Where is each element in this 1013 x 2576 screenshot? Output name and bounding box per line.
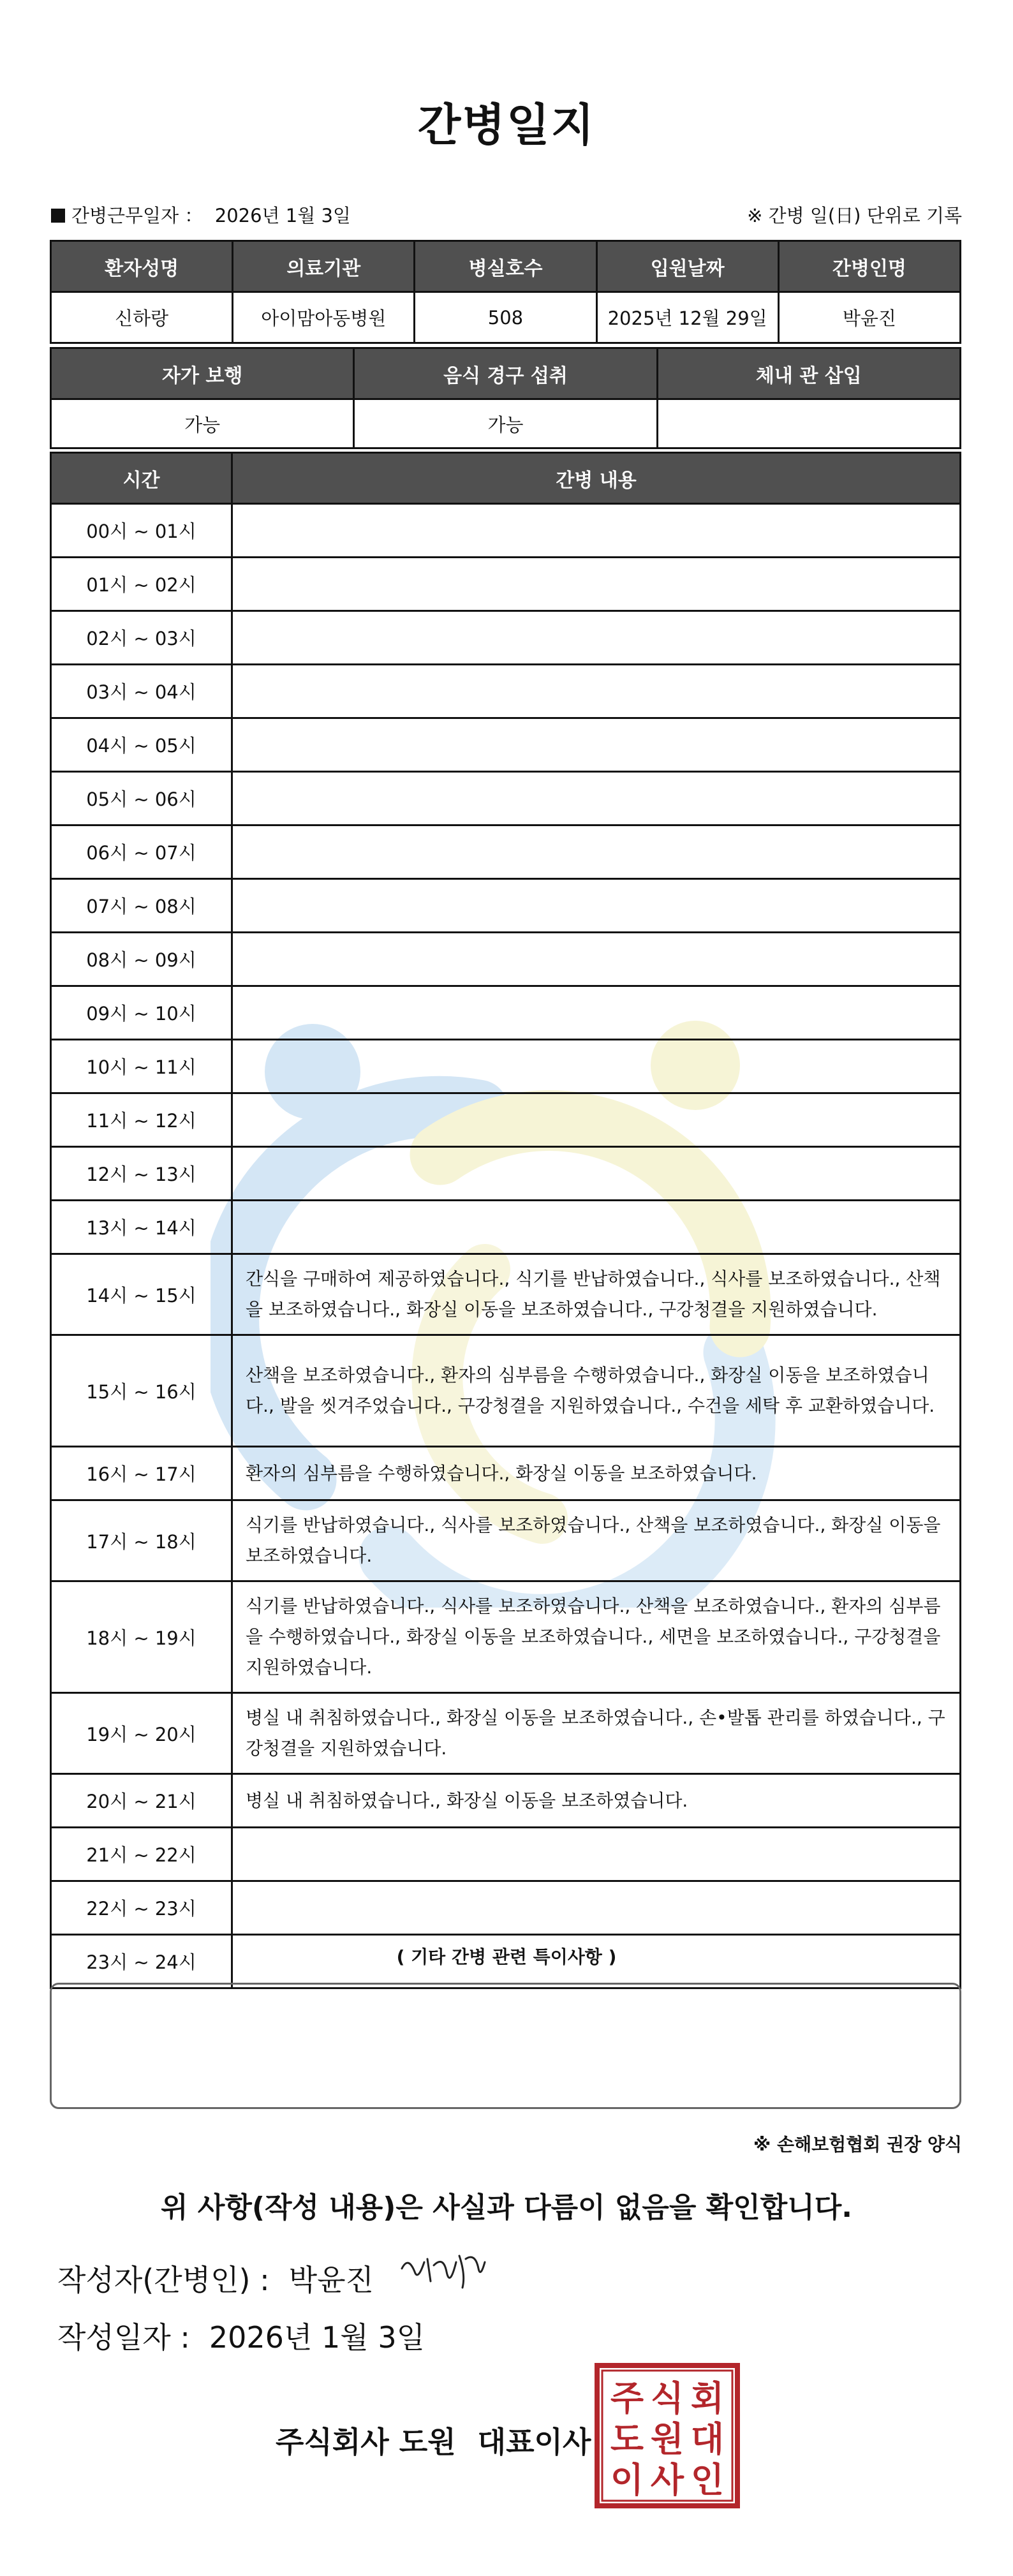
- header-room: 병실호수: [415, 241, 596, 292]
- table-row: [51, 1147, 961, 1201]
- work-date: [51, 202, 351, 228]
- tube-status: [657, 399, 960, 448]
- handwritten-signature: [396, 2243, 491, 2300]
- walking-status: 가능: [51, 399, 354, 448]
- company-name: 주식회사 도원: [276, 2425, 456, 2459]
- table-row: [51, 933, 961, 986]
- header-tube: 체내 관 삽입: [657, 348, 960, 399]
- log-time: 22시 ~ 23시: [51, 1881, 232, 1935]
- log-content: 병실 내 취침하였습니다., 화장실 이동을 보조하였습니다., 손•발톱 관리를 하였습니다., 구강청결을 지원하였습니다.: [232, 1693, 961, 1774]
- svg-text:주: 주: [610, 2378, 644, 2418]
- svg-text:사: 사: [650, 2460, 684, 2500]
- log-time: 19시 ~ 20시: [51, 1693, 232, 1774]
- square-bullet-icon: [51, 209, 65, 223]
- log-time: 08시 ~ 09시: [51, 933, 232, 986]
- log-time: 21시 ~ 22시: [51, 1828, 232, 1881]
- log-time: 10시 ~ 11시: [51, 1040, 232, 1093]
- log-content: [232, 1881, 961, 1935]
- table-row: [51, 611, 961, 665]
- log-content: 환자의 심부름을 수행하였습니다., 화장실 이동을 보조하였습니다.: [232, 1447, 961, 1500]
- log-time: 14시 ~ 15시: [51, 1254, 232, 1335]
- special-notes-box: [50, 1983, 961, 2109]
- patient-info-table: [50, 240, 961, 344]
- log-time: 02시 ~ 03시: [51, 611, 232, 665]
- header-patient-name: 환자성명: [51, 241, 233, 292]
- header-content: 간병 내용: [232, 453, 961, 504]
- confirmation-statement: 위 사항(작성 내용)은 사실과 다름이 없음을 확인합니다.: [161, 2191, 852, 2224]
- log-time: 05시 ~ 06시: [51, 772, 232, 825]
- log-content: 산책을 보조하였습니다., 환자의 심부름을 수행하였습니다., 화장실 이동을 보조하였습니다., 발을 씻겨주었습니다., 구강청결을 지원하였습니다., 수건을 세탁 후 교환하였습니다.: [232, 1335, 961, 1447]
- log-time: 04시 ~ 05시: [51, 718, 232, 772]
- company-title: 대표이사: [477, 2425, 591, 2459]
- table-row: [51, 1093, 961, 1147]
- work-date-value: 2026년 1월 3일: [214, 205, 351, 226]
- table-row: [51, 1828, 961, 1881]
- table-row: [51, 1040, 961, 1093]
- table-row: [51, 1774, 961, 1828]
- writer-name: 박윤진: [288, 2263, 374, 2297]
- room-number: 508: [415, 292, 596, 343]
- svg-text:식: 식: [650, 2378, 684, 2418]
- log-content: [232, 933, 961, 986]
- log-time: 00시 ~ 01시: [51, 504, 232, 558]
- log-content: 간식을 구매하여 제공하였습니다., 식기를 반납하였습니다., 식사를 보조하였습니다., 산책을 보조하였습니다., 화장실 이동을 보조하였습니다., 구강청결을 지원하였습니다.: [232, 1254, 961, 1335]
- header-walking: 자가 보행: [51, 348, 354, 399]
- table-row: [51, 986, 961, 1040]
- log-content: 병실 내 취침하였습니다., 화장실 이동을 보조하였습니다.: [232, 1774, 961, 1828]
- written-date-value: 2026년 1월 3일: [209, 2320, 425, 2355]
- table-row: [51, 1447, 961, 1500]
- written-date-label: 작성일자 :: [57, 2320, 190, 2355]
- log-time: 18시 ~ 19시: [51, 1581, 232, 1693]
- log-content: [232, 986, 961, 1040]
- svg-text:원: 원: [650, 2419, 684, 2459]
- special-notes-label: ( 기타 간병 관련 특이사항 ): [396, 1946, 617, 1967]
- svg-text:대: 대: [690, 2419, 725, 2459]
- work-date-label: 간병근무일자 ：: [71, 205, 203, 226]
- patient-status-table: [50, 347, 961, 449]
- table-row: [51, 1254, 961, 1335]
- log-content: [232, 772, 961, 825]
- patient-name: 신하랑: [51, 292, 233, 343]
- header-oral-intake: 음식 경구 섭취: [354, 348, 657, 399]
- log-content: [232, 718, 961, 772]
- writer-line: [57, 2257, 374, 2299]
- header-admission-date: 입원날짜: [596, 241, 778, 292]
- log-time: 12시 ~ 13시: [51, 1147, 232, 1201]
- caregiver-name: 박윤진: [778, 292, 960, 343]
- hourly-log-table: [50, 452, 961, 1989]
- header-hospital: 의료기관: [233, 241, 415, 292]
- log-content: [232, 665, 961, 718]
- table-row: [51, 665, 961, 718]
- log-content: [232, 879, 961, 933]
- table-row: [51, 1881, 961, 1935]
- table-row: [51, 825, 961, 879]
- admission-date: 2025년 12월 29일: [596, 292, 778, 343]
- table-row: [51, 718, 961, 772]
- log-content: [232, 504, 961, 558]
- header-time: 시간: [51, 453, 232, 504]
- company-line: [276, 2419, 591, 2461]
- log-content: [232, 1040, 961, 1093]
- svg-text:도: 도: [610, 2419, 644, 2459]
- hospital-name: 아이맘아동병원: [233, 292, 415, 343]
- table-row: [51, 1335, 961, 1447]
- header-caregiver: 간병인명: [778, 241, 960, 292]
- log-time: 13시 ~ 14시: [51, 1201, 232, 1254]
- company-seal-stamp: [593, 2362, 741, 2510]
- log-time: 06시 ~ 07시: [51, 825, 232, 879]
- log-time: 07시 ~ 08시: [51, 879, 232, 933]
- log-time: 20시 ~ 21시: [51, 1774, 232, 1828]
- table-row: [51, 879, 961, 933]
- table-row: [51, 1693, 961, 1774]
- log-time: 11시 ~ 12시: [51, 1093, 232, 1147]
- log-content: [232, 1201, 961, 1254]
- log-time: 16시 ~ 17시: [51, 1447, 232, 1500]
- table-row: [51, 1201, 961, 1254]
- log-time: 09시 ~ 10시: [51, 986, 232, 1040]
- log-content: [232, 558, 961, 611]
- recommendation-note: ※ 손해보험협회 권장 양식: [753, 2134, 962, 2155]
- svg-text:인: 인: [690, 2460, 725, 2500]
- log-content: [232, 825, 961, 879]
- log-content: 식기를 반납하였습니다., 식사를 보조하였습니다., 산책을 보조하였습니다., 환자의 심부름을 수행하였습니다., 화장실 이동을 보조하였습니다., 세면을 보조하였습니다., 구강청결을 지원하였습니다.: [232, 1581, 961, 1693]
- page-title: 간병일지: [417, 99, 596, 151]
- log-content: [232, 611, 961, 665]
- svg-text:회: 회: [690, 2378, 725, 2418]
- log-content: [232, 1828, 961, 1881]
- log-time: 15시 ~ 16시: [51, 1335, 232, 1447]
- log-content: 식기를 반납하였습니다., 식사를 보조하였습니다., 산책을 보조하였습니다., 화장실 이동을 보조하였습니다.: [232, 1500, 961, 1581]
- log-time: 17시 ~ 18시: [51, 1500, 232, 1581]
- svg-text:이: 이: [610, 2460, 644, 2500]
- log-content: [232, 1147, 961, 1201]
- table-row: [51, 1500, 961, 1581]
- log-time: 23시 ~ 24시: [51, 1935, 232, 1988]
- unit-note: ※ 간병 일(日) 단위로 기록: [747, 205, 962, 226]
- oral-intake-status: 가능: [354, 399, 657, 448]
- log-time: 01시 ~ 02시: [51, 558, 232, 611]
- table-row: [51, 504, 961, 558]
- table-row: [51, 558, 961, 611]
- log-content: [232, 1093, 961, 1147]
- writer-label: 작성자(간병인) :: [57, 2263, 270, 2297]
- table-row: [51, 772, 961, 825]
- log-time: 03시 ~ 04시: [51, 665, 232, 718]
- table-row: [51, 1581, 961, 1693]
- written-date-line: [57, 2314, 425, 2357]
